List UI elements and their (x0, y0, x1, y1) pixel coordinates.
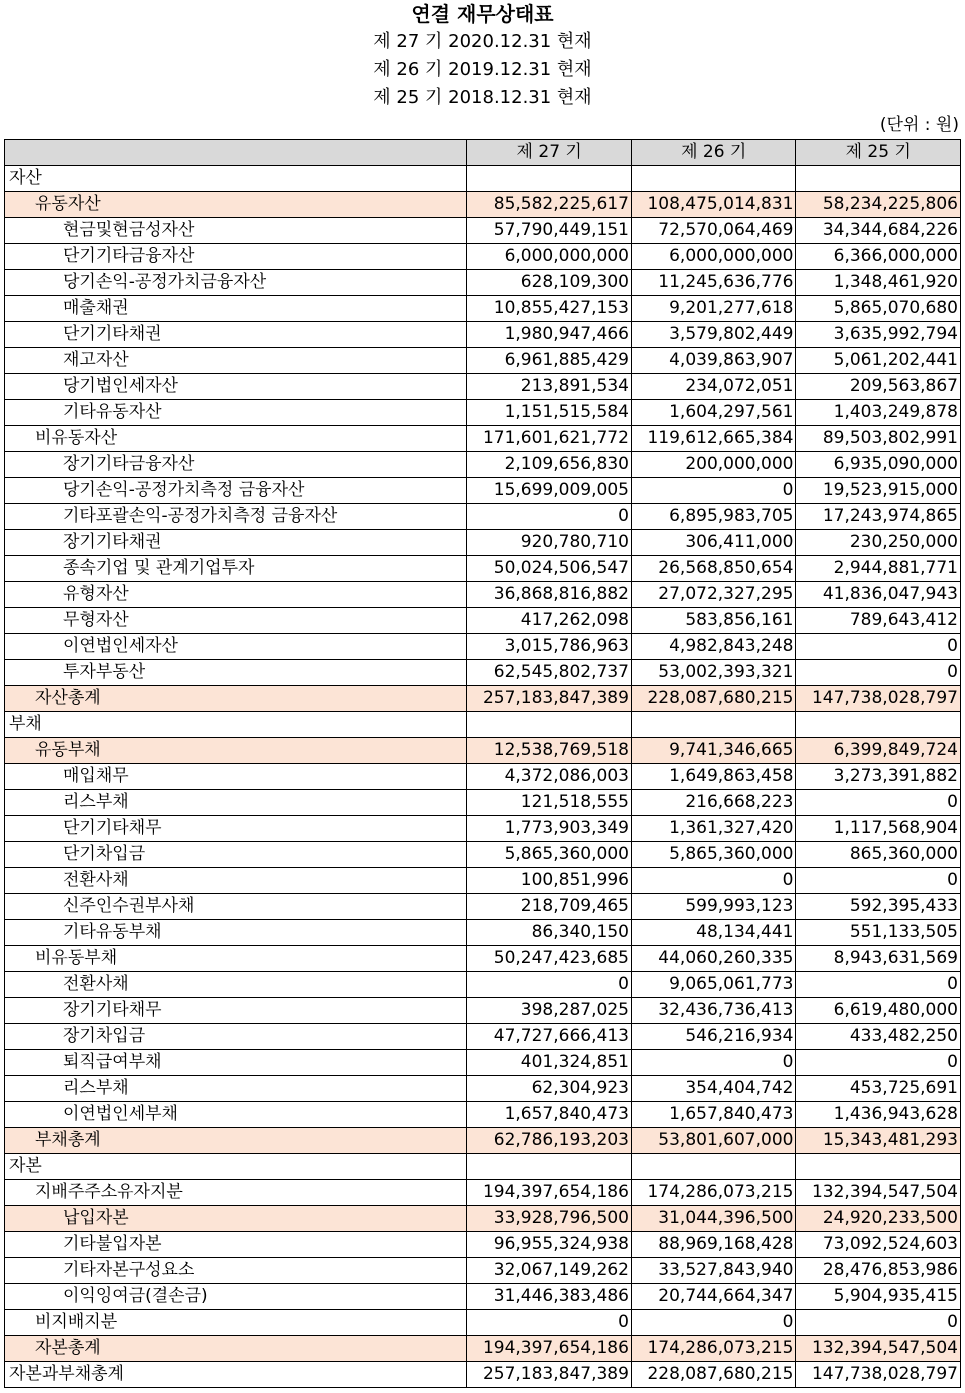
account-label: 자산총계 (5, 686, 467, 712)
value-period-26: 0 (631, 478, 796, 504)
value-period-26: 599,993,123 (631, 894, 796, 920)
value-period-26: 234,072,051 (631, 374, 796, 400)
value-period-27: 171,601,621,772 (467, 426, 632, 452)
value-period-27: 218,709,465 (467, 894, 632, 920)
value-period-27: 12,538,769,518 (467, 738, 632, 764)
value-period-26: 53,801,607,000 (631, 1128, 796, 1154)
value-period-26: 9,065,061,773 (631, 972, 796, 998)
account-label: 리스부채 (5, 1076, 467, 1102)
table-row (5, 1154, 961, 1180)
value-period-27: 31,446,383,486 (467, 1284, 632, 1310)
table-row (5, 192, 961, 218)
account-label: 당기손익-공정가치금융자산 (5, 270, 467, 296)
value-period-25: 24,920,233,500 (796, 1206, 961, 1232)
account-label: 유형자산 (5, 582, 467, 608)
value-period-25: 6,619,480,000 (796, 998, 961, 1024)
table-row (5, 1362, 961, 1388)
account-label: 매출채권 (5, 296, 467, 322)
table-row (5, 764, 961, 790)
table-row (5, 868, 961, 894)
header-account (5, 140, 467, 166)
value-period-25: 551,133,505 (796, 920, 961, 946)
value-period-26: 4,982,843,248 (631, 634, 796, 660)
value-period-26: 546,216,934 (631, 1024, 796, 1050)
value-period-26: 5,865,360,000 (631, 842, 796, 868)
account-label: 매입채무 (5, 764, 467, 790)
account-label: 부채총계 (5, 1128, 467, 1154)
value-period-26: 9,201,277,618 (631, 296, 796, 322)
table-row (5, 296, 961, 322)
value-period-26: 119,612,665,384 (631, 426, 796, 452)
value-period-27: 1,151,515,584 (467, 400, 632, 426)
table-row (5, 1232, 961, 1258)
value-period-27: 3,015,786,963 (467, 634, 632, 660)
table-row (5, 686, 961, 712)
value-period-25: 209,563,867 (796, 374, 961, 400)
account-label: 기타불입자본 (5, 1232, 467, 1258)
table-row (5, 270, 961, 296)
value-period-25: 5,904,935,415 (796, 1284, 961, 1310)
value-period-26: 1,361,327,420 (631, 816, 796, 842)
table-row (5, 218, 961, 244)
value-period-25: 19,523,915,000 (796, 478, 961, 504)
value-period-27: 1,773,903,349 (467, 816, 632, 842)
table-row (5, 166, 961, 192)
value-period-26: 174,286,073,215 (631, 1180, 796, 1206)
value-period-25: 17,243,974,865 (796, 504, 961, 530)
value-period-25: 6,366,000,000 (796, 244, 961, 270)
value-period-27: 36,868,816,882 (467, 582, 632, 608)
value-period-26: 88,969,168,428 (631, 1232, 796, 1258)
value-period-26: 4,039,863,907 (631, 348, 796, 374)
table-row (5, 1284, 961, 1310)
period-line-27: 제 27 기 2020.12.31 현재 (373, 31, 592, 52)
value-period-25: 34,344,684,226 (796, 218, 961, 244)
value-period-26: 6,895,983,705 (631, 504, 796, 530)
value-period-25: 89,503,802,991 (796, 426, 961, 452)
value-period-27: 628,109,300 (467, 270, 632, 296)
value-period-25: 789,643,412 (796, 608, 961, 634)
value-period-26: 108,475,014,831 (631, 192, 796, 218)
value-period-25: 0 (796, 1310, 961, 1336)
table-header-row (5, 140, 961, 166)
value-period-27: 257,183,847,389 (467, 686, 632, 712)
account-label: 전환사채 (5, 868, 467, 894)
value-period-26: 48,134,441 (631, 920, 796, 946)
value-period-27 (467, 1154, 632, 1180)
value-period-27: 194,397,654,186 (467, 1180, 632, 1206)
value-period-25: 5,061,202,441 (796, 348, 961, 374)
value-period-25: 58,234,225,806 (796, 192, 961, 218)
account-label: 기타포괄손익-공정가치측정 금융자산 (5, 504, 467, 530)
table-row (5, 790, 961, 816)
account-label: 기타유동부채 (5, 920, 467, 946)
account-label: 비유동자산 (5, 426, 467, 452)
table-row (5, 972, 961, 998)
value-period-25: 0 (796, 1050, 961, 1076)
account-label: 당기법인세자산 (5, 374, 467, 400)
value-period-26: 174,286,073,215 (631, 1336, 796, 1362)
account-label: 종속기업 및 관계기업투자 (5, 556, 467, 582)
value-period-27: 0 (467, 1310, 632, 1336)
value-period-26: 216,668,223 (631, 790, 796, 816)
account-label: 전환사채 (5, 972, 467, 998)
account-label: 현금및현금성자산 (5, 218, 467, 244)
value-period-25: 6,399,849,724 (796, 738, 961, 764)
value-period-25: 0 (796, 790, 961, 816)
balance-sheet-table (4, 139, 961, 1388)
table-row (5, 400, 961, 426)
value-period-26: 11,245,636,776 (631, 270, 796, 296)
table-row (5, 426, 961, 452)
table-row (5, 1024, 961, 1050)
account-label: 당기손익-공정가치측정 금융자산 (5, 478, 467, 504)
value-period-27: 6,961,885,429 (467, 348, 632, 374)
table-row (5, 582, 961, 608)
account-label: 자본총계 (5, 1336, 467, 1362)
value-period-26: 0 (631, 868, 796, 894)
account-label: 지배주주소유자지분 (5, 1180, 467, 1206)
value-period-25: 865,360,000 (796, 842, 961, 868)
value-period-25: 132,394,547,504 (796, 1336, 961, 1362)
table-row (5, 1258, 961, 1284)
unit-label: (단위 : 원) (879, 115, 959, 135)
value-period-26: 6,000,000,000 (631, 244, 796, 270)
value-period-25: 41,836,047,943 (796, 582, 961, 608)
table-row (5, 1102, 961, 1128)
value-period-25: 132,394,547,504 (796, 1180, 961, 1206)
value-period-25: 147,738,028,797 (796, 686, 961, 712)
value-period-25: 0 (796, 660, 961, 686)
period-line-26: 제 26 기 2019.12.31 현재 (373, 59, 592, 80)
value-period-26: 32,436,736,413 (631, 998, 796, 1024)
value-period-26 (631, 712, 796, 738)
table-row (5, 816, 961, 842)
table-row (5, 712, 961, 738)
account-label: 부채 (5, 712, 467, 738)
account-label: 장기기타금융자산 (5, 452, 467, 478)
value-period-27: 33,928,796,500 (467, 1206, 632, 1232)
account-label: 이연법인세부채 (5, 1102, 467, 1128)
value-period-25: 28,476,853,986 (796, 1258, 961, 1284)
value-period-26 (631, 166, 796, 192)
value-period-25: 5,865,070,680 (796, 296, 961, 322)
value-period-26: 1,604,297,561 (631, 400, 796, 426)
value-period-26: 44,060,260,335 (631, 946, 796, 972)
value-period-25: 0 (796, 634, 961, 660)
table-row (5, 998, 961, 1024)
value-period-26: 306,411,000 (631, 530, 796, 556)
value-period-27: 47,727,666,413 (467, 1024, 632, 1050)
value-period-25: 1,117,568,904 (796, 816, 961, 842)
value-period-26: 1,657,840,473 (631, 1102, 796, 1128)
value-period-26 (631, 1154, 796, 1180)
account-label: 기타유동자산 (5, 400, 467, 426)
account-label: 재고자산 (5, 348, 467, 374)
table-row (5, 660, 961, 686)
value-period-26: 200,000,000 (631, 452, 796, 478)
value-period-26: 53,002,393,321 (631, 660, 796, 686)
table-row (5, 504, 961, 530)
value-period-25 (796, 712, 961, 738)
account-label: 단기기타채권 (5, 322, 467, 348)
table-row (5, 920, 961, 946)
value-period-25: 6,935,090,000 (796, 452, 961, 478)
value-period-26: 0 (631, 1310, 796, 1336)
table-row (5, 738, 961, 764)
account-label: 납입자본 (5, 1206, 467, 1232)
account-label: 비지배지분 (5, 1310, 467, 1336)
value-period-26: 3,579,802,449 (631, 322, 796, 348)
value-period-27: 417,262,098 (467, 608, 632, 634)
value-period-26: 27,072,327,295 (631, 582, 796, 608)
account-label: 장기기타채무 (5, 998, 467, 1024)
value-period-25: 433,482,250 (796, 1024, 961, 1050)
value-period-27: 100,851,996 (467, 868, 632, 894)
value-period-27: 57,790,449,151 (467, 218, 632, 244)
value-period-26: 228,087,680,215 (631, 686, 796, 712)
value-period-25 (796, 166, 961, 192)
account-label: 자본과부채총계 (5, 1362, 467, 1388)
value-period-27: 257,183,847,389 (467, 1362, 632, 1388)
table-row (5, 1180, 961, 1206)
value-period-27: 213,891,534 (467, 374, 632, 400)
table-row (5, 348, 961, 374)
value-period-27: 50,024,506,547 (467, 556, 632, 582)
table-row (5, 1128, 961, 1154)
document-title: 연결 재무상태표 (411, 2, 554, 26)
value-period-25: 8,943,631,569 (796, 946, 961, 972)
value-period-26: 583,856,161 (631, 608, 796, 634)
table-row (5, 478, 961, 504)
value-period-27: 62,786,193,203 (467, 1128, 632, 1154)
table-row (5, 1050, 961, 1076)
value-period-27: 194,397,654,186 (467, 1336, 632, 1362)
value-period-25: 1,348,461,920 (796, 270, 961, 296)
account-label: 이연법인세자산 (5, 634, 467, 660)
account-label: 퇴직급여부채 (5, 1050, 467, 1076)
value-period-26: 26,568,850,654 (631, 556, 796, 582)
value-period-25: 0 (796, 868, 961, 894)
value-period-27: 4,372,086,003 (467, 764, 632, 790)
account-label: 단기기타금융자산 (5, 244, 467, 270)
value-period-26: 33,527,843,940 (631, 1258, 796, 1284)
value-period-25: 15,343,481,293 (796, 1128, 961, 1154)
period-line-25: 제 25 기 2018.12.31 현재 (373, 87, 592, 108)
account-label: 신주인수권부사채 (5, 894, 467, 920)
value-period-25: 147,738,028,797 (796, 1362, 961, 1388)
value-period-27: 0 (467, 972, 632, 998)
value-period-26: 9,741,346,665 (631, 738, 796, 764)
value-period-25: 0 (796, 972, 961, 998)
value-period-26: 20,744,664,347 (631, 1284, 796, 1310)
table-row (5, 322, 961, 348)
value-period-25: 453,725,691 (796, 1076, 961, 1102)
value-period-25: 2,944,881,771 (796, 556, 961, 582)
value-period-27: 121,518,555 (467, 790, 632, 816)
account-label: 이익잉여금(결손금) (5, 1284, 467, 1310)
value-period-25: 73,092,524,603 (796, 1232, 961, 1258)
table-row (5, 374, 961, 400)
value-period-27: 85,582,225,617 (467, 192, 632, 218)
account-label: 장기기타채권 (5, 530, 467, 556)
value-period-25: 3,273,391,882 (796, 764, 961, 790)
value-period-27: 62,545,802,737 (467, 660, 632, 686)
value-period-27: 6,000,000,000 (467, 244, 632, 270)
value-period-25: 1,436,943,628 (796, 1102, 961, 1128)
account-label: 단기차입금 (5, 842, 467, 868)
account-label: 유동부채 (5, 738, 467, 764)
value-period-27: 920,780,710 (467, 530, 632, 556)
table-row (5, 244, 961, 270)
value-period-26: 31,044,396,500 (631, 1206, 796, 1232)
table-row (5, 452, 961, 478)
value-period-26: 1,649,863,458 (631, 764, 796, 790)
value-period-27: 32,067,149,262 (467, 1258, 632, 1284)
value-period-27: 398,287,025 (467, 998, 632, 1024)
account-label: 장기차입금 (5, 1024, 467, 1050)
table-row (5, 1310, 961, 1336)
table-row (5, 556, 961, 582)
account-label: 자본 (5, 1154, 467, 1180)
value-period-27: 10,855,427,153 (467, 296, 632, 322)
value-period-27 (467, 166, 632, 192)
account-label: 리스부채 (5, 790, 467, 816)
account-label: 투자부동산 (5, 660, 467, 686)
value-period-25 (796, 1154, 961, 1180)
table-row (5, 608, 961, 634)
value-period-27: 96,955,324,938 (467, 1232, 632, 1258)
table-row (5, 530, 961, 556)
value-period-25: 3,635,992,794 (796, 322, 961, 348)
value-period-25: 592,395,433 (796, 894, 961, 920)
value-period-27: 2,109,656,830 (467, 452, 632, 478)
table-row (5, 1076, 961, 1102)
value-period-27: 401,324,851 (467, 1050, 632, 1076)
account-label: 기타자본구성요소 (5, 1258, 467, 1284)
account-label: 자산 (5, 166, 467, 192)
value-period-27: 0 (467, 504, 632, 530)
table-row (5, 946, 961, 972)
value-period-26: 354,404,742 (631, 1076, 796, 1102)
account-label: 단기기타채무 (5, 816, 467, 842)
table-row (5, 634, 961, 660)
value-period-25: 1,403,249,878 (796, 400, 961, 426)
table-row (5, 894, 961, 920)
account-label: 비유동부채 (5, 946, 467, 972)
value-period-27 (467, 712, 632, 738)
value-period-27: 15,699,009,005 (467, 478, 632, 504)
header-period-25: 제 25 기 (796, 140, 961, 166)
table-row (5, 842, 961, 868)
value-period-27: 1,980,947,466 (467, 322, 632, 348)
header-period-26: 제 26 기 (631, 140, 796, 166)
header-period-27: 제 27 기 (467, 140, 632, 166)
value-period-27: 1,657,840,473 (467, 1102, 632, 1128)
value-period-25: 230,250,000 (796, 530, 961, 556)
table-row (5, 1336, 961, 1362)
account-label: 유동자산 (5, 192, 467, 218)
value-period-26: 72,570,064,469 (631, 218, 796, 244)
account-label: 무형자산 (5, 608, 467, 634)
value-period-27: 5,865,360,000 (467, 842, 632, 868)
value-period-27: 50,247,423,685 (467, 946, 632, 972)
value-period-27: 86,340,150 (467, 920, 632, 946)
value-period-27: 62,304,923 (467, 1076, 632, 1102)
table-row (5, 1206, 961, 1232)
value-period-26: 228,087,680,215 (631, 1362, 796, 1388)
value-period-26: 0 (631, 1050, 796, 1076)
